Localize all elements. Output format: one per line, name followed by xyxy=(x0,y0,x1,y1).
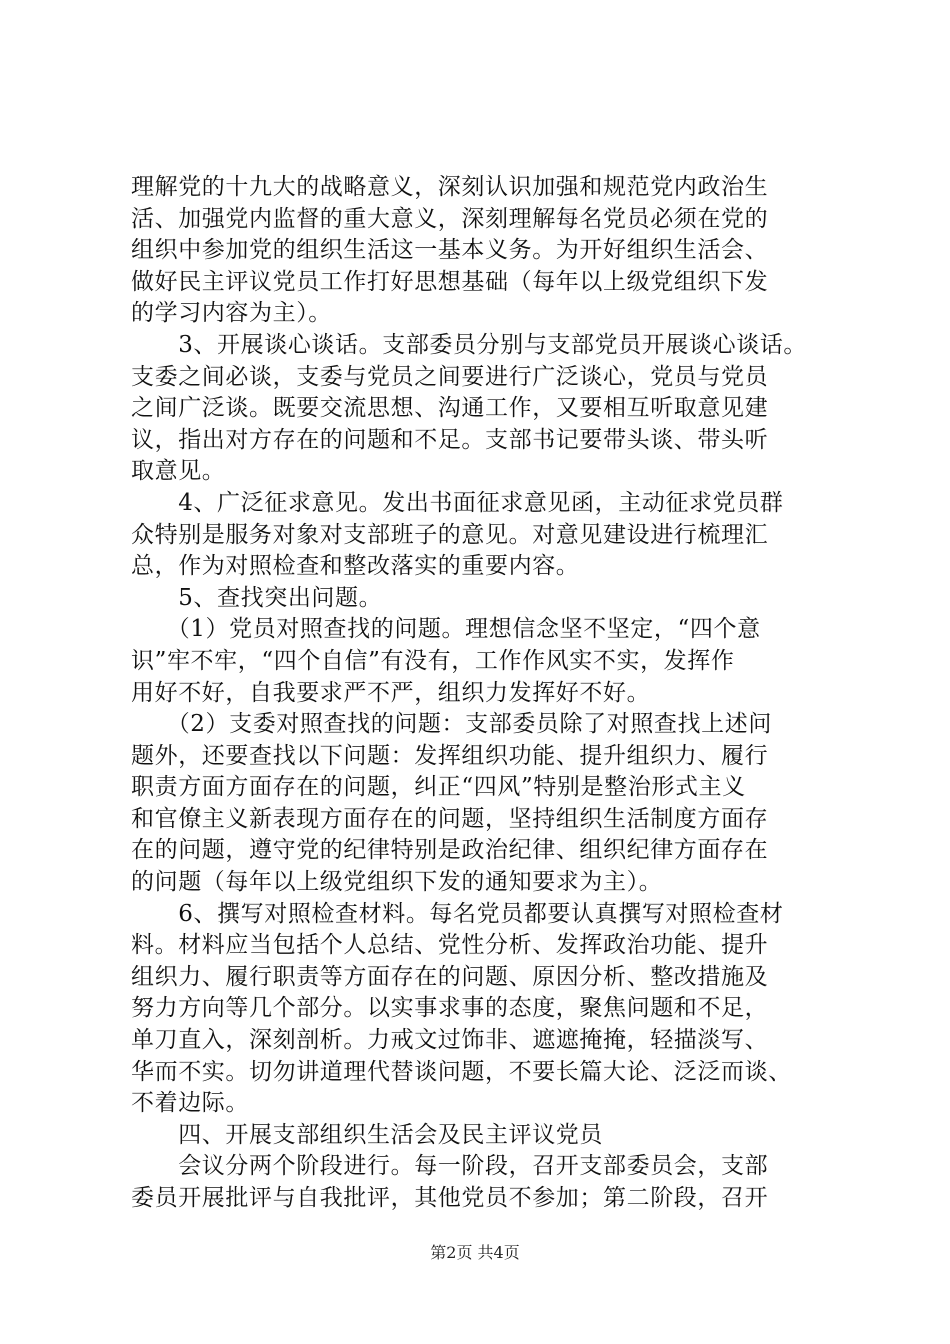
page-number: 第2页 共4页 xyxy=(430,1243,520,1262)
text-line: 理解党的十九大的战略意义，深刻认识加强和规范党内政治生 xyxy=(131,174,769,200)
text-line: （1）党员对照查找的问题。理想信念坚不坚定，“四个意 xyxy=(131,616,761,643)
text-line: 的学习内容为主）。 xyxy=(131,300,332,327)
text-line: 支委之间必谈，支委与党员之间要进行广泛谈心，党员与党员 xyxy=(131,363,769,390)
text-line: 会议分两个阶段进行。每一阶段，召开支部委员会，支部 xyxy=(131,1153,769,1180)
text-line: 做好民主评议党员工作打好思想基础（每年以上级党组织下发 xyxy=(131,268,769,295)
text-line: 料。材料应当包括个人总结、党性分析、发挥政治功能、提升 xyxy=(131,932,769,959)
text-line: 识”牢不牢，“四个自信”有没有，工作作风实不实，发挥作 xyxy=(131,647,735,674)
text-line: 之间广泛谈。既要交流思想、沟通工作，又要相互听取意见建 xyxy=(131,395,769,422)
text-line: 委员开展批评与自我批评，其他党员不参加；第二阶段，召开 xyxy=(131,1185,769,1211)
text-line: 3、开展谈心谈话。支部委员分别与支部党员开展谈心谈话。 xyxy=(131,331,808,358)
text-line: 职责方面方面存在的问题，纠正“四风”特别是整治形式主义 xyxy=(131,774,746,801)
page-footer xyxy=(0,1242,950,1264)
text-line: 用好不好，自我要求严不严，组织力发挥好不好。 xyxy=(131,679,651,706)
text-line: 议，指出对方存在的问题和不足。支部书记要带头谈、带头听 xyxy=(131,426,769,453)
text-line: 4、广泛征求意见。发出书面征求意见函，主动征求党员群 xyxy=(131,489,784,516)
text-line: 6、撰写对照检查材料。每名党员都要认真撰写对照检查材 xyxy=(131,900,784,927)
text-line: 题外，还要查找以下问题：发挥组织功能、提升组织力、履行 xyxy=(131,742,769,769)
document-body xyxy=(131,172,831,1215)
text-line: 华而不实。切勿讲道理代替谈问题，不要长篇大论、泛泛而谈、 xyxy=(131,1058,792,1085)
text-line: 众特别是服务对象对支部班子的意见。对意见建设进行梳理汇 xyxy=(131,521,769,548)
text-line: 组织中参加党的组织生活这一基本义务。为开好组织生活会、 xyxy=(131,237,769,264)
text-line: 的问题（每年以上级党组织下发的通知要求为主）。 xyxy=(131,869,663,896)
text-line: 总，作为对照检查和整改落实的重要内容。 xyxy=(131,553,580,580)
text-line: （2）支委对照查找的问题：支部委员除了对照查找上述问 xyxy=(131,711,772,738)
text-line: 努力方向等几个部分。以实事求事的态度，聚焦问题和不足， xyxy=(131,995,769,1022)
text-line: 在的问题，遵守党的纪律特别是政治纪律、组织纪律方面存在 xyxy=(131,837,769,864)
text-line: 组织力、履行职责等方面存在的问题、原因分析、整改措施及 xyxy=(131,963,769,990)
text-line: 不着边际。 xyxy=(131,1090,249,1117)
text-line: 四、开展支部组织生活会及民主评议党员 xyxy=(131,1121,603,1148)
text-line: 5、查找突出问题。 xyxy=(131,584,383,611)
text-line: 单刀直入，深刻剖析。力戒文过饰非、遮遮掩掩，轻描淡写、 xyxy=(131,1027,769,1054)
text-line: 取意见。 xyxy=(131,458,226,485)
text-line: 活、加强党内监督的重大意义，深刻理解每名党员必须在党的 xyxy=(131,205,769,232)
text-line: 和官僚主义新表现方面存在的问题，坚持组织生活制度方面存 xyxy=(131,805,769,832)
